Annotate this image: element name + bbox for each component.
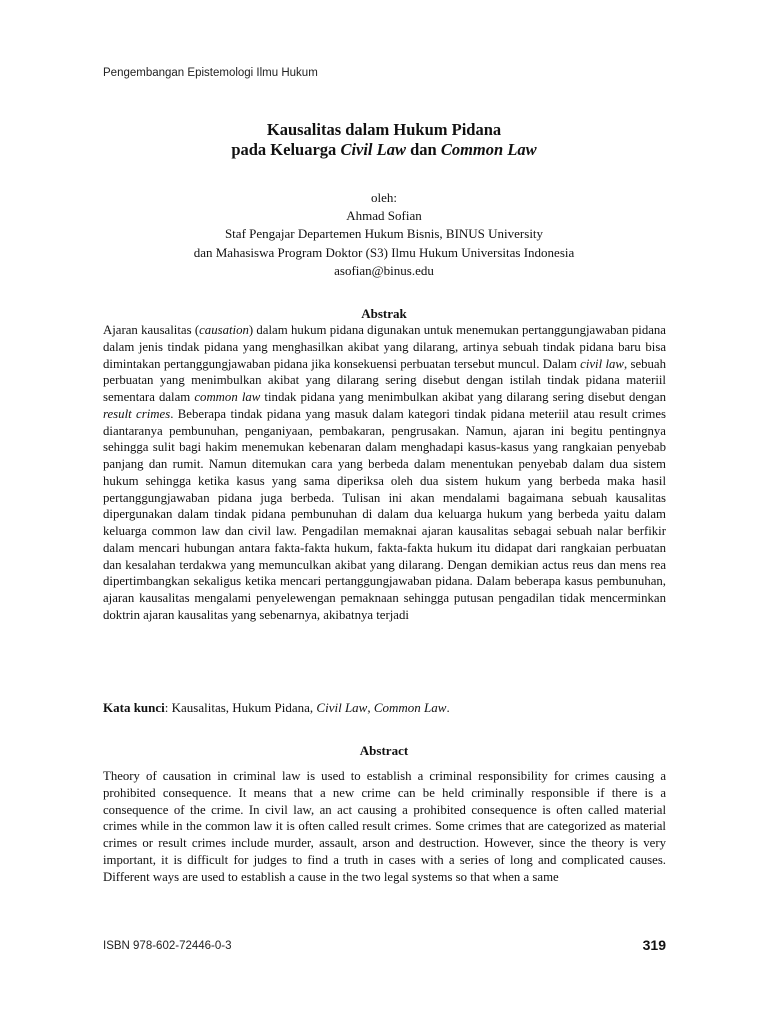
keywords-line xyxy=(103,699,666,717)
title-term-civil-law: Civil Law xyxy=(340,140,406,159)
title-line-1: Kausalitas dalam Hukum Pidana xyxy=(266,120,502,139)
page-number: 319 xyxy=(642,937,666,953)
title-term-common-law: Common Law xyxy=(440,140,537,159)
keyword-common-law: Common Law xyxy=(373,700,447,715)
author-affiliation-2: dan Mahasiswa Program Doktor (S3) Ilmu Hukum Universitas Indonesia xyxy=(193,244,575,260)
abstract-heading: Abstract xyxy=(359,743,409,758)
title-line-2-mid: dan xyxy=(405,140,441,159)
author-block xyxy=(100,189,668,280)
abstrak-term-civil-law: civil law xyxy=(580,356,624,371)
abstrak-term-causation: causation xyxy=(199,323,249,337)
abstrak-heading: Abstrak xyxy=(361,306,407,321)
abstrak-text-5: . Beberapa tindak pidana yang masuk dalam kategori tindak pidana meteriil atau result crimes diantaranya pembunuhan, penganiyaan, pembakaran, pengrusakan. Namun, ajaran ini begitu pentingnya sehingga sulit bagi hakim menemukan kebenaran dalam menghadapi kasus-kasus yang rangkaian penyebab panjang dan rumit. Namun ditemukan cara yang berbeda dalam menentukan penyebab dalam dua sistem hukum sehingga ketika kasus yang sama diperiksa oleh dua sistem hukum yang berbeda maka hasil pertanggungjawaban pidana juga berbeda. Tulisan ini akan mendalami bagaimana sebuah kausalitas dipergunakan dalam tindak pidana pembunuhan di dalam dua keluarga hukum yang berbeda yaitu dalam keluarga common law dan civil law. Pengadilan memaknai ajaran kausalitas sebagai sebuah nalar berfikir dalam mencari hubungan antara fakta-fakta hukum, fakta-fakta hukum itu didapat dari rangkaian perbuatan dan kesalahan terdakwa yang memunculkan akibat yang dilarang. Dengan demikian actus reus dan mens rea dipertimbangkan sekaligus ketika mencari pertanggungjawaban pidana. Dalam beberapa kasus pembunuhan, ajaran kausalitas mengalami penyelewengan pemaknaan sehingga putusan pengadilan tidak mencerminkan doktrin ajaran kausalitas yang sebenarnya, akibatnya terjadi xyxy=(103,406,666,622)
abstrak-text-2: ) dalam hukum pidana digunakan untuk menemukan pertanggungjawaban pidana dalam jenis tindak pidana yang menghasilkan akibat yang dilarang, artinya sebuah tindak pidana baru bisa dimintakan pertanggungjawaban pidana jika konsekuensi perbuatan tersebut muncul. Dalam xyxy=(103,323,666,371)
title-line-2-prefix: pada Keluarga xyxy=(231,140,341,159)
footer-isbn: ISBN 978-602-72446-0-3 xyxy=(103,940,232,952)
keywords-text-1: : Kausalitas, Hukum Pidana, xyxy=(164,700,317,715)
paper-title xyxy=(100,120,668,160)
running-header: Pengembangan Epistemologi Ilmu Hukum xyxy=(103,67,318,79)
abstrak-text-4: tindak pidana yang menimbulkan akibat yang dilarang sering disebut dengan xyxy=(260,390,666,404)
author-name: Ahmad Sofian xyxy=(346,208,422,224)
keywords-comma: , xyxy=(367,700,374,715)
keywords-label: Kata kunci xyxy=(103,700,165,715)
author-affiliation-1: Staf Pengajar Departemen Hukum Bisnis, BINUS University xyxy=(224,226,544,242)
keyword-civil-law: Civil Law xyxy=(316,700,368,715)
abstrak-term-result-crimes: result crimes xyxy=(103,406,171,421)
keywords-end: . xyxy=(446,700,450,715)
title-line-2 xyxy=(100,140,668,160)
abstrak-body xyxy=(103,322,666,624)
author-by-label: oleh: xyxy=(371,190,397,205)
author-email: asofian@binus.edu xyxy=(334,262,434,278)
abstrak-text-1: Ajaran kausalitas ( xyxy=(103,323,200,337)
abstrak-term-common-law: common law xyxy=(194,390,261,404)
abstrak-text-3: , sebuah perbuatan yang menimbulkan akibat yang dilarang sering disebut dengan istilah tindak pidana materiil sementara dalam xyxy=(103,356,667,404)
abstract-body: Theory of causation in criminal law is used to establish a criminal responsibility for crimes causing a prohibited consequence. It means that a new crime can be held criminally responsible if there is a consequence of the crime. In civil law, an act causing a prohibited consequence is often called material crimes while in the common law it is often called result crimes. Some crimes that are categorized as material crimes or result crimes include murder, assault, arson and destruction. However, since the theory is very important, it is difficult for judges to find a truth in cases with a series of long and complicated causes. Different ways are used to establish a cause in the two legal systems so that when a same xyxy=(103,769,666,884)
